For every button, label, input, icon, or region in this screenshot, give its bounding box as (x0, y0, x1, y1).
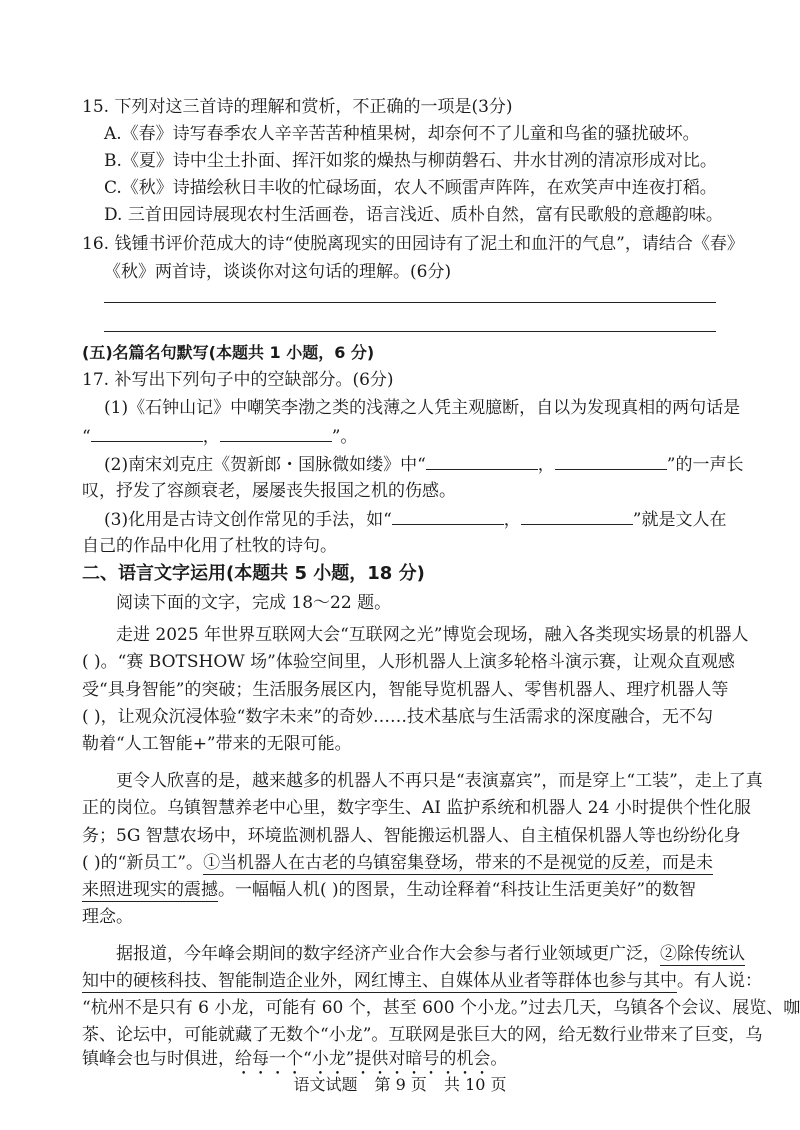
close-quote: ”。 (331, 427, 358, 447)
para1-line5: 勒着“人工智能+”带来的无限可能。 (82, 734, 352, 754)
para2-line6: 理念。 (82, 907, 133, 927)
part2-prefix: (2)南宋刘克庄《贺新郎・国脉微如缕》中“ (104, 455, 426, 475)
q15-option-d: D. 三首田园诗展现农村生活画卷，语言浅近、质朴自然，富有民歌般的意趣韵味。 (104, 205, 723, 225)
q17-part1-line1: (1)《石钟山记》中嘲笑李渤之类的浅薄之人凭主观臆断，自以为发现真相的两句话是 (104, 398, 741, 418)
para2-line2: 正的岗位。乌镇智慧养老中心里，数字孪生、AI 监护系统和机器人 24 小时提供个性化服 (82, 798, 751, 818)
dotted-phrase: 给每一个“小龙”提供对暗号的机会 (235, 1049, 491, 1069)
para3-line4: 茶、论坛中，可能就藏了无数个“小龙”。互联网是张巨大的网，给无数行业带来了巨变，乌 (82, 1025, 763, 1045)
para3-line1 (116, 944, 745, 964)
fill-blank-6[interactable] (521, 508, 633, 525)
para2-line3: 务；5G 智慧农场中，环境监测机器人、智能搬运机器人、自主植保机器人等也纷纷化身 (82, 826, 741, 846)
q16-stem-line1: 16. 钱锺书评价范成大的诗“使脱离现实的田园诗有了泥土和血汗的气息”，请结合《春》 (82, 234, 744, 254)
section-2-title: 二、语言文字运用(本题共 5 小题，18 分) (82, 563, 425, 584)
page-footer (0, 1072, 800, 1095)
q17-stem: 17. 补写出下列句子中的空缺部分。(6分) (82, 370, 394, 390)
footer-page-number: 第 9 页 (374, 1075, 427, 1094)
part2-suffix: ”的一声长 (666, 455, 744, 475)
q17-part2-line1 (104, 453, 743, 475)
reading-intro: 阅读下面的文字，完成 18～22 题。 (116, 593, 392, 613)
para2-line1: 更令人欣喜的是，越来越多的机器人不再只是“表演嘉宾”，而是穿上“工装”，走上了真 (116, 771, 763, 791)
para3-line1-text: 据报道，今年峰会期间的数字经济产业合作大会参与者行业领域更广泛， (116, 944, 660, 964)
fill-blank-1[interactable] (91, 425, 203, 442)
q15-option-c: C.《秋》诗描绘秋日丰收的忙碌场面，农人不顾雷声阵阵，在欢笑声中连夜打稻。 (104, 178, 717, 198)
para2-line5 (82, 880, 696, 900)
footer-total-pages: 共 10 页 (444, 1075, 507, 1094)
fill-blank-5[interactable] (392, 508, 504, 525)
para1-line3: 受“具身智能”的突破；生活服务展区内，智能导览机器人、零售机器人、理疗机器人等 (82, 680, 729, 700)
para1-line2: ( )。“赛 BOTSHOW 场”体验空间里，人形机器人上演多轮格斗演示赛，让观众直观感 (82, 652, 735, 672)
section-5-title: (五)名篇名句默写(本题共 1 小题，6 分) (82, 343, 375, 362)
para2-line5-text: 。一幅幅人机( )的图景，生动诠释着“科技让生活更美好”的数智 (218, 880, 697, 900)
para3-line3: “杭州不是只有 6 小龙，可能有 60 个，甚至 600 个小龙。”过去几天，乌镇各个会议、展览、咖 (82, 998, 800, 1018)
underlined-sentence-1-end: 来照进现实的震撼 (82, 880, 218, 900)
answer-line-1[interactable] (104, 302, 716, 303)
para2-line4 (82, 853, 713, 873)
q15-stem: 15. 下列对这三首诗的理解和赏析，不正确的一项是(3分) (82, 97, 513, 117)
fill-blank-4[interactable] (555, 453, 667, 470)
para1-line1: 走进 2025 年世界互联网大会“互联网之光”博览会现场，融入各类现实场景的机器人 (116, 625, 749, 645)
part3-prefix: (3)化用是古诗文创作常见的手法，如“ (104, 510, 392, 530)
q17-part3-line1 (104, 508, 726, 530)
q15-option-a: A.《春》诗写春季农人辛辛苦苦种植果树，却奈何不了儿童和鸟雀的骚扰破坏。 (104, 124, 700, 144)
fill-blank-2[interactable] (220, 425, 332, 442)
underlined-sentence-2: ②除传统认 (660, 944, 745, 964)
comma: ， (202, 427, 220, 447)
q17-part1-line2 (82, 425, 357, 447)
comma: ， (503, 510, 521, 530)
footer-subject: 语文试题 (293, 1075, 358, 1094)
part3-suffix: ”就是文人在 (632, 510, 727, 530)
comma: ， (537, 455, 555, 475)
q15-option-b: B.《夏》诗中尘土扑面、挥汗如浆的燥热与柳荫磐石、井水甘冽的清凉形成对比。 (104, 151, 717, 171)
para1-line4: ( )，让观众沉浸体验“数字未来”的奇妙……技术基底与生活需求的深度融合，无不勾 (82, 707, 714, 727)
answer-line-2[interactable] (104, 331, 716, 332)
underlined-sentence-2-end: 知中的硬核科技、智能制造企业外，网红博主、自媒体从业者等群体也参与其中 (82, 971, 677, 991)
para3-line2 (82, 971, 762, 991)
fill-blank-3[interactable] (426, 453, 538, 470)
underlined-sentence-1: ①当机器人在古老的乌镇窑集登场，带来的不是视觉的反差，而是未 (203, 853, 714, 873)
q17-part2-line2: 叹，抒发了容颜衰老，屡屡丧失报国之机的伤感。 (82, 481, 456, 501)
para2-line4-text: ( )的“新员工”。 (82, 853, 204, 873)
para3-line5-end: 。 (490, 1049, 508, 1069)
q17-part3-line2: 自己的作品中化用了杜牧的诗句。 (82, 536, 337, 556)
para3-line5-text: 镇峰会也与时俱进， (82, 1049, 235, 1069)
open-quote: “ (82, 427, 91, 447)
para3-line2-text: 。有人说： (677, 971, 762, 991)
q16-stem-line2: 《秋》两首诗，谈谈你对这句话的理解。(6分) (104, 262, 452, 282)
